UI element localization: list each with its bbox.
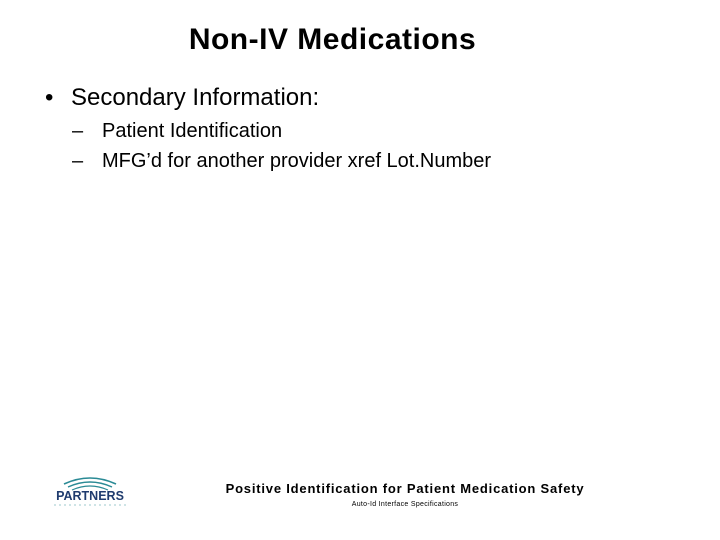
sub-item-mfg-provider (72, 146, 491, 176)
sub-item-marker: – (72, 150, 84, 172)
sub-item-text: MFG’d for another provider xref Lot.Number (102, 150, 492, 172)
partners-logo-icon (50, 470, 130, 510)
footer-title: Positive Identification for Patient Medication Safety (225, 481, 585, 496)
sub-item-marker: – (72, 120, 84, 142)
partners-logo (50, 470, 130, 510)
svg-text:PARTNERS: PARTNERS (56, 489, 124, 503)
bullet-text: Secondary Information: (71, 84, 320, 111)
slide-title: Non-IV Medications (188, 23, 477, 56)
sub-item-text: Patient Identification (102, 120, 283, 142)
sub-bullet-list (72, 116, 491, 176)
footer-subtitle: Auto-Id Interface Specifications (351, 501, 459, 508)
sub-item-patient-identification (72, 116, 491, 146)
bullet-secondary-information (45, 82, 319, 114)
bullet-marker: • (45, 84, 54, 111)
